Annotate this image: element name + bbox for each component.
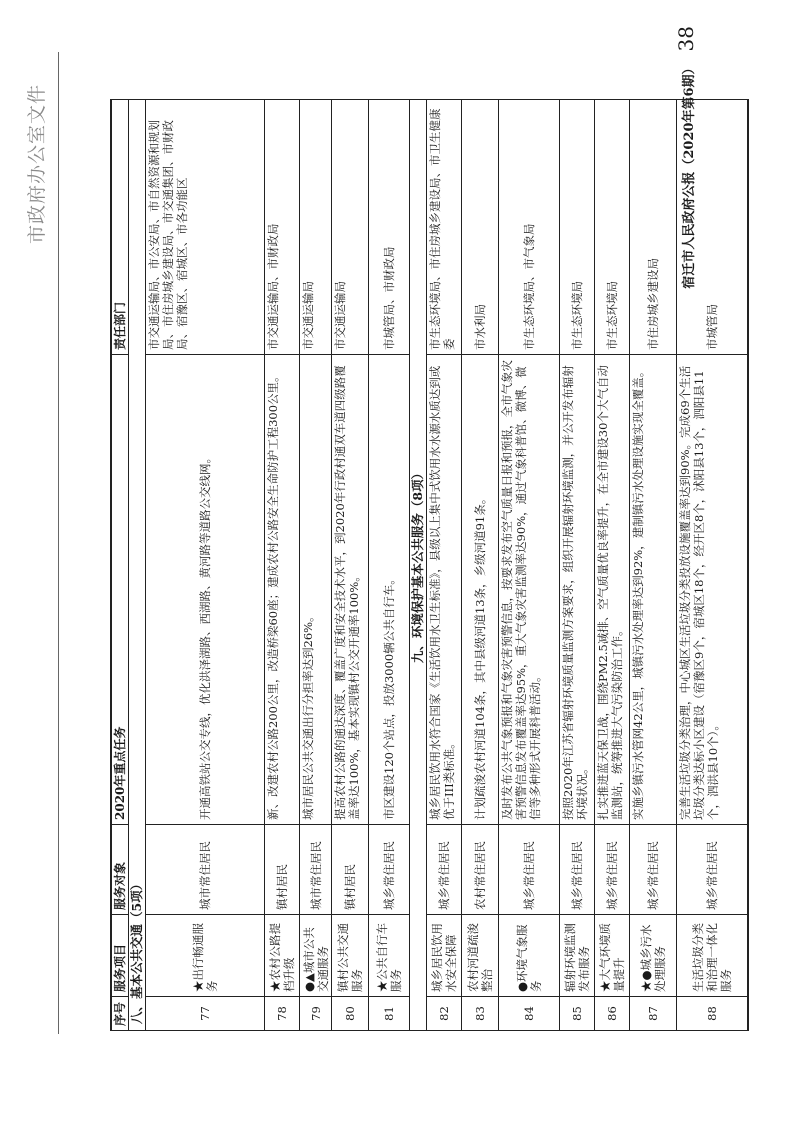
- row-target: 城乡常住居民: [427, 824, 461, 914]
- row-dept: 市交通运输局、市公安局、市自然资源和规划局、市住房城乡建设局、市交通集团、市财政局、宿豫区、宿城区、市各功能区: [147, 120, 189, 350]
- row-target: 城乡常住居民: [560, 824, 594, 914]
- row-item: ★●城乡污水处理服务: [630, 914, 676, 996]
- table-row: [265, 99, 300, 1031]
- row-task: 市区建设120个站点，投放3000辆公共自行车。: [369, 354, 409, 824]
- table-row: [595, 99, 630, 1031]
- col-header-item: 服务项目: [112, 914, 128, 996]
- row-no: 86: [595, 996, 629, 1030]
- row-item: ★农村公路提档升级: [265, 914, 299, 996]
- header-rule: [58, 52, 59, 1034]
- row-no: 83: [462, 996, 498, 1030]
- row-item: ●环境气象服务: [499, 914, 559, 996]
- table-row: [462, 99, 499, 1031]
- row-item: 城乡居民饮用水安全保障: [427, 914, 461, 996]
- row-no: 78: [265, 996, 299, 1030]
- row-target: 镇村居民: [265, 824, 299, 914]
- row-dept: 市水利局: [473, 304, 487, 350]
- row-target: 城市常住居民: [146, 824, 264, 914]
- row-item: 辐射环境监测发布服务: [560, 914, 594, 996]
- row-dept: 市生态环境局: [605, 281, 619, 350]
- row-item: 镇村公共交通服务: [332, 914, 368, 996]
- row-task: 城乡居民饮用水符合国家《生活饮用水卫生标准》，县级以上集中式饮用水水源水质达到或优于III类标准。: [427, 354, 461, 824]
- section-title: 九、环境保护基本公共服务（8项）: [410, 99, 427, 1031]
- table-row: [300, 99, 332, 1031]
- col-header-dept: 责任部门: [113, 301, 127, 350]
- row-task: 计划疏浚农村河道104条，其中县级河道13条，乡级河道91条。: [462, 354, 498, 824]
- row-target: 城乡常住居民: [595, 824, 629, 914]
- table-row: [332, 99, 369, 1031]
- col-header-target: 服务对象: [112, 824, 128, 914]
- row-item: ★大气环境质量提升: [595, 914, 629, 996]
- row-dept: 市交通运输局: [333, 281, 347, 350]
- row-target: 镇村居民: [332, 824, 368, 914]
- row-no: 81: [369, 996, 409, 1030]
- row-no: 84: [499, 996, 559, 1030]
- row-target: 城乡常住居民: [499, 824, 559, 914]
- row-item: ★出行畅通服务: [146, 914, 264, 996]
- row-task: 及时发布公共气象预报和气象灾害预警信息，按要求发布空气质量日报和预报，全市气象灾害预警信息发布覆盖率达95%，重大气象灾害监测率达90%，通过气象科普馆、微博、微信等多种形式开展科普活动。: [499, 354, 559, 824]
- row-dept: 市交通运输局: [301, 281, 315, 350]
- row-dept: 市生态环境局: [570, 281, 584, 350]
- row-no: 79: [300, 996, 331, 1030]
- row-target: 城乡常住居民: [369, 824, 409, 914]
- page-footer: [674, 26, 698, 289]
- row-target: 城乡常住居民: [630, 824, 676, 914]
- table-row: [499, 99, 560, 1031]
- row-no: 85: [560, 996, 594, 1030]
- row-no: 80: [332, 996, 368, 1030]
- row-task: 提高农村公路的通达深度、覆盖广度和安全技术水平，到2020年行政村通双车道四级路覆盖率达100%，基本实现镇村公交开通率100%。: [332, 354, 368, 824]
- table-header-row: [110, 99, 129, 1031]
- row-item: ●▲城市公共交通服务: [300, 914, 331, 996]
- row-dept: 市生态环境局、市气象局: [522, 223, 536, 350]
- row-task: 新、改建农村公路200公里，改造桥梁60座；建成农村公路安全生命防护工程300公里。: [265, 354, 299, 824]
- row-dept: 市住房城乡建设局: [646, 258, 660, 350]
- row-task: 按照2020年江苏省辐射环境质量监测方案要求，组织开展辐射环境监测，并公开发布辐射环境状况。: [560, 354, 594, 824]
- page-number: 38: [674, 26, 698, 52]
- row-target: 农村常住居民: [462, 824, 498, 914]
- row-no: 88: [677, 996, 747, 1030]
- row-task: 扎实推进蓝天保卫战，围绕PM2.5减排、空气质量优良率提升，在全市建设30个大气自动监测站，统筹推进大气污染防治工作。: [595, 354, 629, 824]
- section-title: 八、基本公共交通（5项）: [129, 99, 146, 1031]
- row-task: 城市居民公共交通出行分担率达到26%。: [300, 354, 331, 824]
- service-table: [110, 99, 749, 1031]
- col-header-no: 序号: [112, 996, 128, 1030]
- row-dept: 市交通运输局、市财政局: [266, 223, 280, 350]
- header-title: 市政府办公室文件: [26, 84, 48, 245]
- row-no: 82: [427, 996, 461, 1030]
- row-task: 实施乡镇污水管网42公里，城镇污水处理率达到92%，建制镇污水处理设施实现全覆盖。: [630, 354, 676, 824]
- table-row: [146, 99, 265, 1031]
- table-row: [427, 99, 462, 1031]
- row-task: 开通高铁站公交专线，优化洪泽湖路、西湖路、黄河路等道路公交线网。: [146, 354, 264, 824]
- row-item: 农村河道疏浚整治: [462, 914, 498, 996]
- footer-publication: 宿迁市人民政府公报（2020年第6期）: [682, 61, 697, 289]
- row-task: 完善生活垃圾分类治理，中心城区生活垃圾分类投放设施覆盖率达到90%。完成69个生活垃圾分类达标小区建设（宿豫区9个，宿城区18个，经开区8个，沭阳县13个，泗阳县11个，泗洪县10个）。: [677, 354, 747, 824]
- col-header-task: 2020年重点任务: [112, 354, 128, 824]
- row-dept: 市城管局: [705, 304, 719, 350]
- row-no: 77: [146, 996, 264, 1030]
- row-dept: 市城管局、市财政局: [382, 246, 396, 350]
- row-dept: 市生态环境局、市住房城乡建设局、市卫生健康委: [428, 108, 456, 350]
- row-no: 87: [630, 996, 676, 1030]
- row-target: 城市常住居民: [300, 824, 331, 914]
- row-target: 城乡常住居民: [677, 824, 747, 914]
- table-row: [560, 99, 595, 1031]
- table-row: [369, 99, 410, 1031]
- table-row: [630, 99, 677, 1031]
- row-item: ★公共自行车服务: [369, 914, 409, 996]
- row-item: 生活垃圾分类和治理一体化服务: [677, 914, 747, 996]
